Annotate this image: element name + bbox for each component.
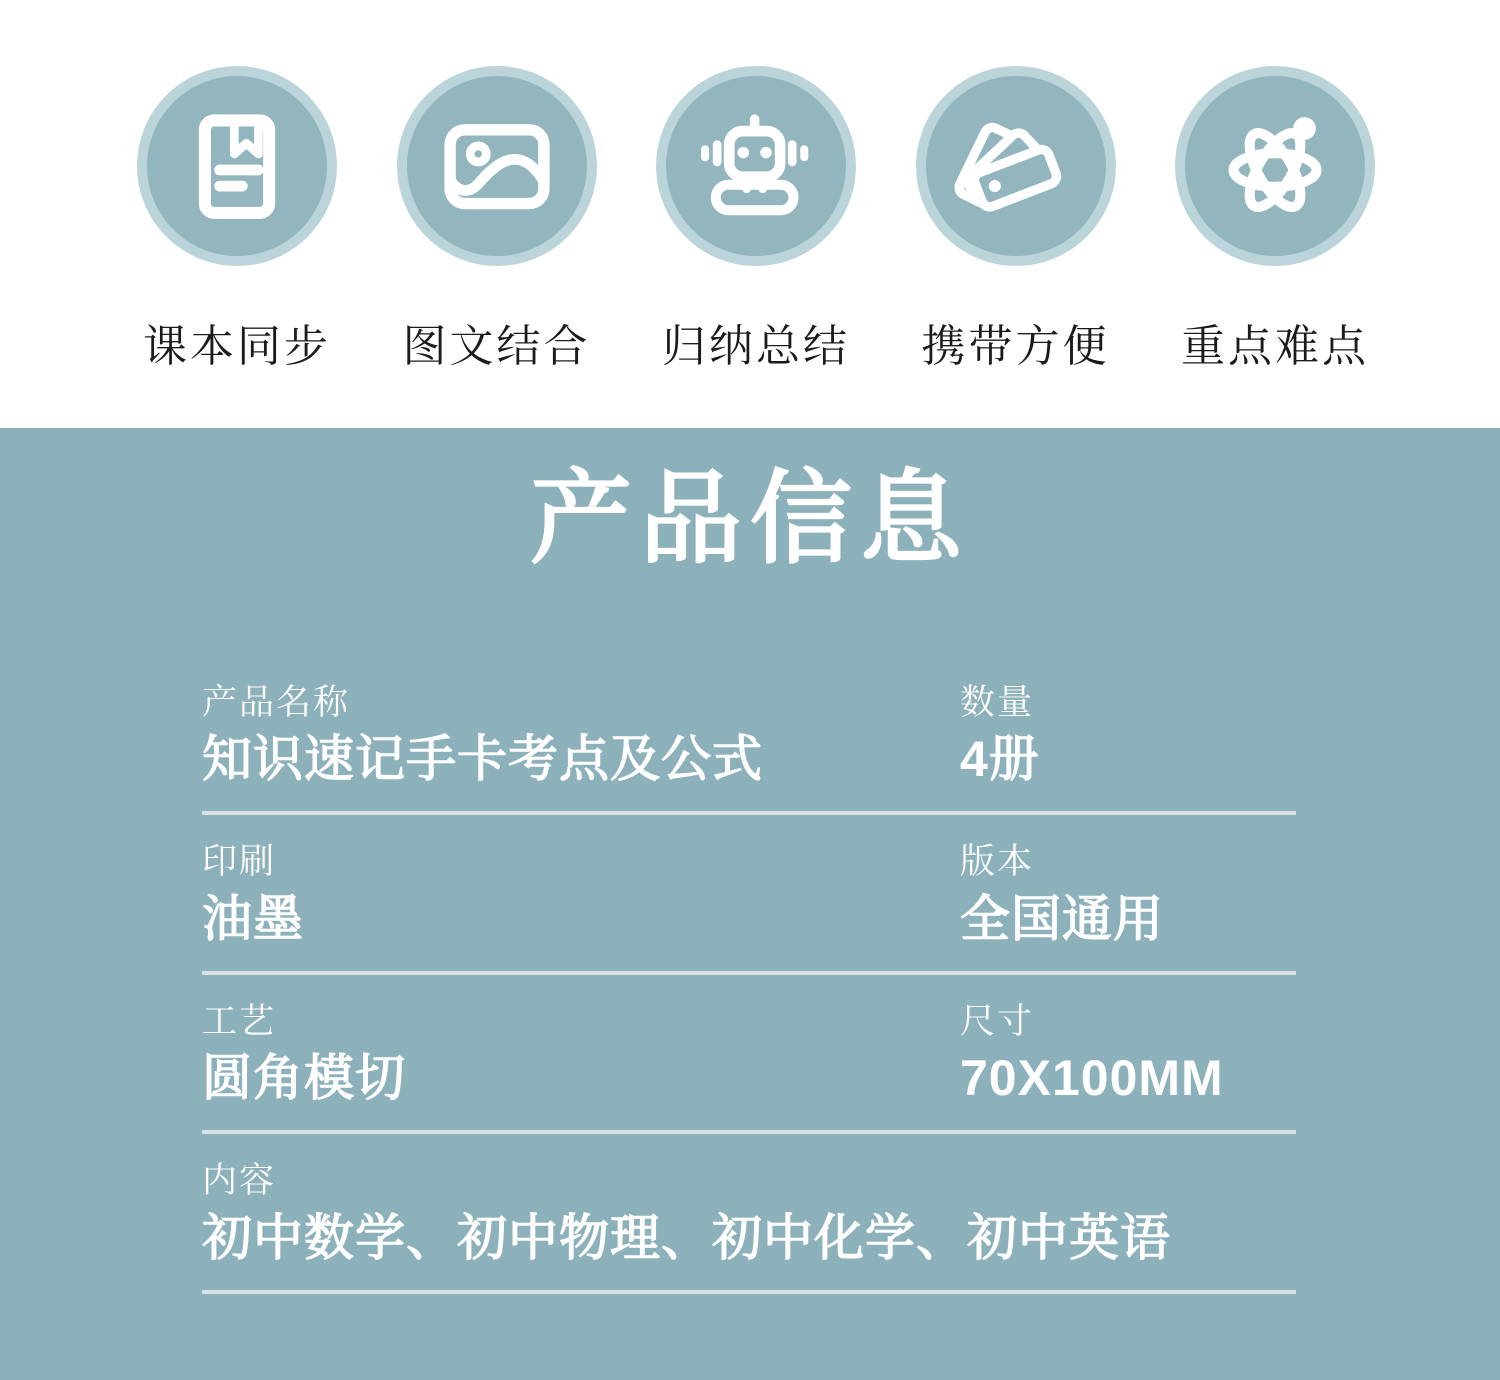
spec-row-name-qty: [202, 656, 1296, 816]
picture-icon: [430, 99, 564, 233]
feature-circle: [916, 66, 1116, 266]
section-title: 产品信息: [530, 462, 970, 576]
feature-label: 重点难点: [1181, 322, 1369, 371]
feature-circle: [397, 66, 597, 266]
feature-label: 携带方便: [921, 322, 1110, 371]
feature-item: [394, 66, 600, 428]
spec-label: 印刷: [202, 842, 277, 881]
robot-icon: [689, 99, 823, 233]
spec-cell: [960, 843, 1296, 947]
spec-cell: [202, 1003, 960, 1107]
spec-label: 工艺: [202, 1001, 277, 1041]
spec-cell: [202, 684, 960, 788]
feature-label: 图文结合: [402, 322, 591, 371]
spec-value: 圆角模切: [202, 1050, 406, 1106]
cards-icon: [949, 99, 1083, 233]
spec-value: 油墨: [202, 890, 304, 947]
book-icon: [170, 99, 304, 233]
feature-item: [1172, 66, 1378, 428]
feature-item: [653, 66, 859, 428]
atom-icon: [1208, 99, 1342, 233]
feature-circle: [1175, 66, 1375, 266]
spec-row-craft-size: [202, 975, 1296, 1135]
feature-label: 课本同步: [143, 322, 331, 371]
spec-label: 尺寸: [960, 1001, 1035, 1041]
spec-value: 知识速记手卡考点及公式: [202, 731, 763, 787]
feature-label: 归纳总结: [662, 322, 850, 371]
feature-item: [913, 66, 1119, 428]
spec-table: [202, 656, 1296, 1294]
spec-label: 数量: [960, 682, 1035, 722]
spec-row-content: [202, 1134, 1296, 1294]
spec-cell: [202, 1162, 1171, 1266]
spec-cell: [202, 843, 960, 947]
feature-circle: [656, 66, 856, 266]
spec-label: 内容: [202, 1161, 277, 1200]
spec-label: 产品名称: [202, 682, 351, 722]
feature-circle: [137, 66, 337, 266]
spec-cell: [960, 684, 1296, 788]
product-info-section: [0, 428, 1500, 1380]
spec-value: 4册: [960, 731, 1040, 787]
features-section: [0, 0, 1500, 428]
spec-row-print-edition: [202, 815, 1296, 975]
feature-item: [134, 66, 340, 428]
spec-value: 70X100MM: [960, 1050, 1224, 1106]
spec-cell: [960, 1003, 1296, 1107]
spec-value: 全国通用: [960, 890, 1164, 947]
spec-value: 初中数学、初中物理、初中化学、初中英语: [202, 1209, 1171, 1266]
spec-label: 版本: [960, 842, 1035, 881]
